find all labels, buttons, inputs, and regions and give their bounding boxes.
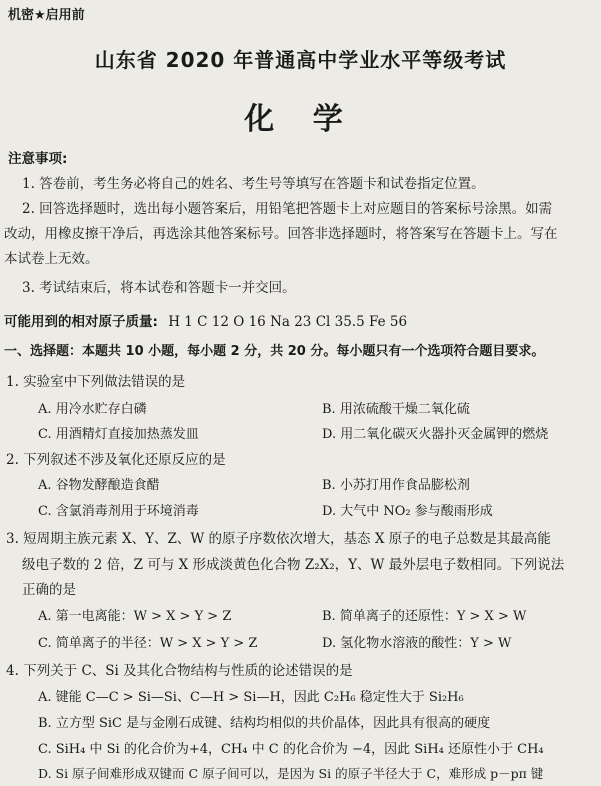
question-3-option-a: A. 第一电离能：W > X > Y > Z — [38, 609, 232, 624]
question-3-option-d: D. 氢化物水溶液的酸性：Y > W — [322, 636, 512, 651]
atomic-mass-values: H 1 C 12 O 16 Na 23 Cl 35.5 Fe 56 — [168, 314, 408, 330]
question-3-option-c: C. 简单离子的半径：W > X > Y > Z — [38, 636, 258, 651]
notice-item-1: 1. 答卷前，考生务必将自己的姓名、考生号等填写在答题卡和试卷指定位置。 — [22, 176, 485, 192]
question-2-option-b: B. 小苏打用作食品膨松剂 — [322, 478, 470, 493]
notice-item-2-line-3: 本试卷上无效。 — [4, 251, 99, 267]
question-1-option-d: D. 用二氧化碳灭火器扑灭金属钾的燃烧 — [322, 427, 549, 442]
exam-title: 山东省 2020 年普通高中学业水平等级考试 — [94, 48, 507, 72]
question-4-stem: 4. 下列关于 C、Si 及其化合物结构与性质的论述错误的是 — [6, 663, 353, 679]
notice-item-2-line-2: 改动，用橡皮擦干净后，再选涂其他答案标号。回答非选择题时，将答案写在答题卡上。写在 — [4, 226, 558, 242]
notice-item-2-line-1: 2. 回答选择题时，选出每小题答案后，用铅笔把答题卡上对应题目的答案标号涂黑。如需 — [22, 201, 553, 217]
notice-heading: 注意事项: — [8, 151, 68, 167]
section-1-title: 一、选择题：本题共 10 小题，每小题 2 分，共 20 分。每小题只有一个选项符合题目要求。 — [4, 344, 545, 359]
notice-item-3: 3. 考试结束后，将本试卷和答题卡一并交回。 — [22, 280, 296, 296]
question-4-option-a: A. 键能 C—C > Si—Si、C—H > Si—H，因此 C₂H₆ 稳定性大于 Si₂H₆ — [38, 690, 464, 705]
question-1-stem: 1. 实验室中下列做法错误的是 — [6, 374, 186, 390]
subject-title: 化 学 — [244, 102, 357, 137]
question-2-option-c: C. 含氯消毒剂用于环境消毒 — [38, 504, 199, 519]
question-4-option-d: D. Si 原子间难形成双键而 C 原子间可以，是因为 Si 的原子半径大于 C，难形成 p－pπ 键 — [38, 766, 544, 781]
confidential-label: 机密★启用前 — [8, 8, 85, 23]
question-3-option-b: B. 简单离子的还原性：Y > X > W — [322, 609, 527, 624]
question-1-option-b: B. 用浓硫酸干燥二氧化硫 — [322, 402, 470, 417]
question-3-stem-line-1: 3. 短周期主族元素 X、Y、Z、W 的原子序数依次增大，基态 X 原子的电子总数是其最高能 — [6, 531, 551, 547]
question-3-stem-line-2: 级电子数的 2 倍，Z 可与 X 形成淡黄色化合物 Z₂X₂，Y、W 最外层电子数相同。下列说法 — [22, 557, 565, 573]
atomic-mass-label: 可能用到的相对原子质量: — [4, 314, 158, 330]
question-2-option-a: A. 谷物发酵酿造食醋 — [38, 478, 160, 493]
question-2-option-d: D. 大气中 NO₂ 参与酸雨形成 — [322, 504, 493, 519]
question-4-option-c: C. SiH₄ 中 Si 的化合价为+4，CH₄ 中 C 的化合价为 −4，因此 SiH₄ 还原性小于 CH₄ — [38, 742, 544, 757]
question-1-option-a: A. 用冷水贮存白磷 — [38, 402, 147, 417]
atomic-mass-line — [4, 310, 407, 330]
question-1-option-c: C. 用酒精灯直接加热蒸发皿 — [38, 427, 199, 442]
question-2-stem: 2. 下列叙述不涉及氧化还原反应的是 — [6, 452, 226, 468]
question-3-stem-line-3: 正确的是 — [22, 582, 76, 598]
question-4-option-b: B. 立方型 SiC 是与金刚石成键、结构均相似的共价晶体，因此具有很高的硬度 — [38, 716, 491, 731]
